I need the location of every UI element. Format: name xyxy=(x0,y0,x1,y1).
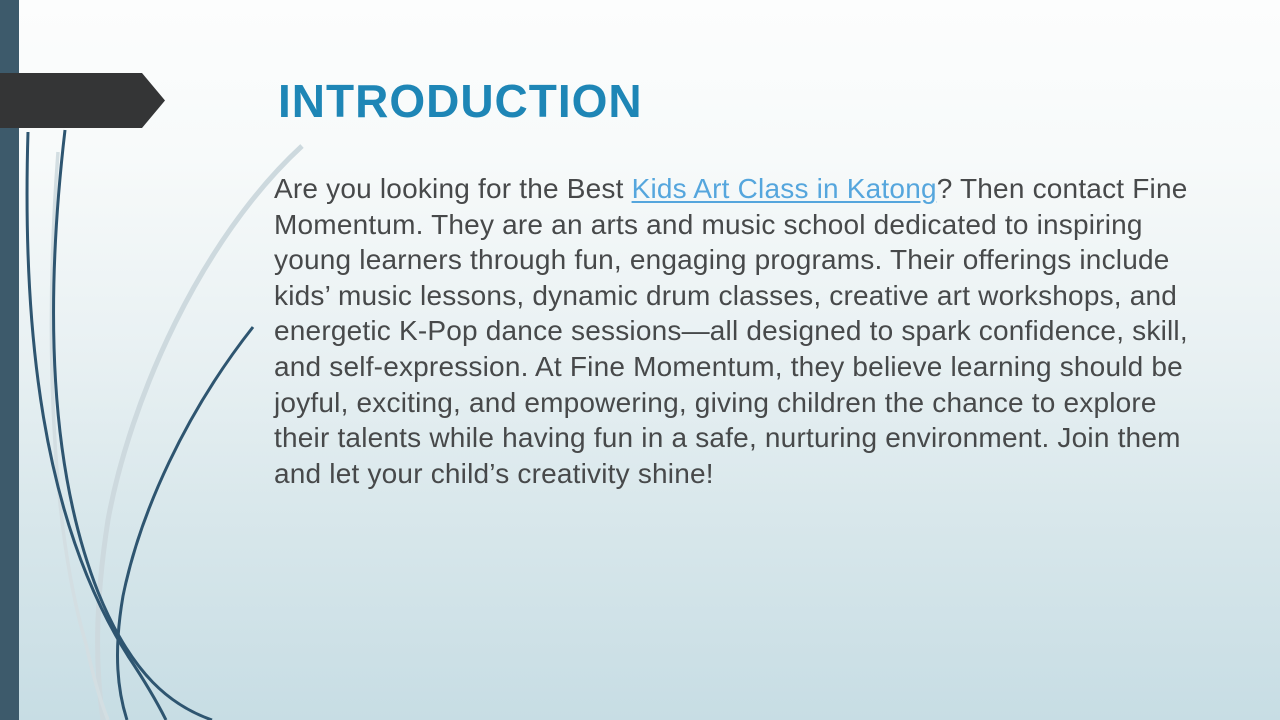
title-arrow-shape xyxy=(0,73,165,128)
swoosh-dark-2 xyxy=(27,132,166,720)
swoosh-light-large xyxy=(98,146,302,720)
body-text-before-link: Are you looking for the Best xyxy=(274,173,632,204)
body-paragraph xyxy=(274,171,1190,491)
swoosh-dark-1 xyxy=(54,130,212,720)
swoosh-light-small xyxy=(51,152,108,720)
swoosh-dark-3 xyxy=(117,327,253,720)
body-text-after-link: ? Then contact Fine Momentum. They are an arts and music school dedicated to inspiring young learners through fun, engaging programs. Their offerings include kids’ music lessons, dynamic drum classes, creative art workshops, and energetic K-Pop dance sessions—all designed to spark confidence, skill, and self-expression. At Fine Momentum, they believe learning should be joyful, exciting, and empowering, giving children the chance to explore their talents while having fun in a safe, nurturing environment. Join them and let your child’s creativity shine! xyxy=(274,173,1188,489)
slide-title: INTRODUCTION xyxy=(278,75,643,127)
kids-art-class-link[interactable]: Kids Art Class in Katong xyxy=(631,173,937,204)
